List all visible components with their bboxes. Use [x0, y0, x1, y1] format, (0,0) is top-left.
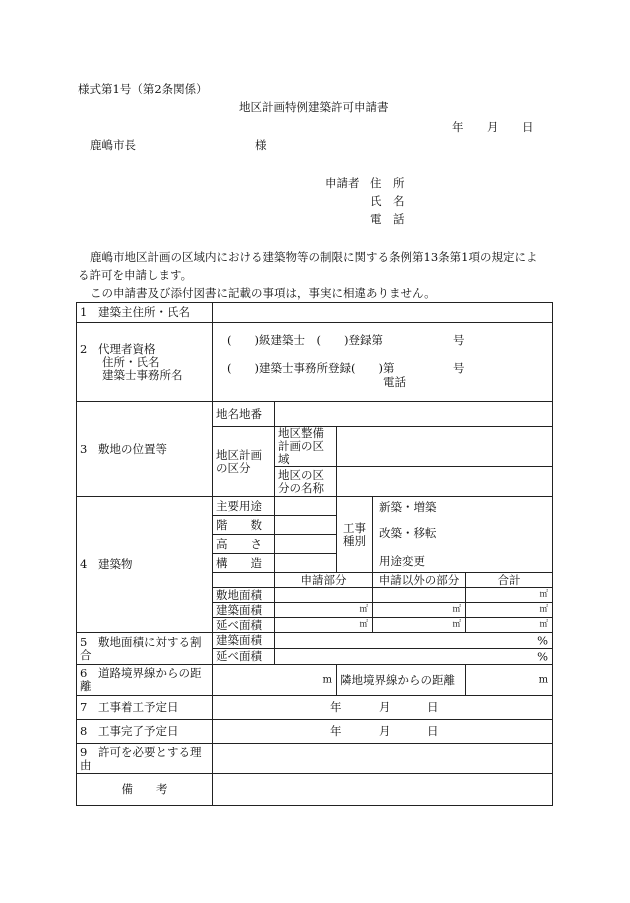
- date-year: 年: [452, 120, 464, 134]
- body-text-line2: る許可を申請します。: [78, 268, 193, 282]
- sqm-unit: ㎡: [539, 619, 549, 630]
- kubun-label: 地区計画の区分: [213, 427, 275, 497]
- row-number: 9: [80, 744, 88, 759]
- applicant-label: 申請者: [325, 176, 360, 190]
- form-number: 様式第1号（第2条関係）: [78, 82, 208, 96]
- chiban-input-cell[interactable]: [275, 402, 553, 427]
- start-year: 年: [330, 700, 342, 714]
- percent-unit: %: [537, 649, 549, 663]
- row-number: 3: [80, 441, 88, 456]
- applicant-name-label: 氏 名: [370, 194, 405, 208]
- row-label: 敷地面積に対する割合: [80, 634, 202, 662]
- shikichi-shinsei-cell[interactable]: [275, 588, 373, 603]
- office-registration-line: ( )建築士事務所登録( )第: [227, 361, 395, 375]
- start-date-cell[interactable]: [213, 696, 553, 720]
- architect-license-line: ( )級建築士 ( )登録第: [227, 333, 383, 347]
- agent-input-cell[interactable]: [213, 323, 553, 402]
- architect-license-suffix: 号: [453, 333, 465, 347]
- row-number: 6: [80, 666, 88, 680]
- row-reason: [77, 744, 553, 774]
- applicant-phone-label: 電 話: [370, 212, 405, 226]
- body-text-line1: 鹿嶋市地区計画の区域内における建築物等の制限に関する条例第13条第1項の規定によ: [90, 250, 538, 264]
- neighbor-distance-label: 隣地境界線からの距離: [337, 665, 466, 696]
- row-agent: [77, 323, 553, 402]
- kaisu-label: 階 数: [213, 516, 275, 535]
- shikichi-total-cell[interactable]: [466, 588, 553, 603]
- header-total: 合計: [466, 573, 553, 588]
- kenchiku-shinsei-cell[interactable]: [275, 603, 373, 618]
- chiban-label: 地名地番: [213, 402, 275, 427]
- header-shinsei: 申請部分: [275, 573, 373, 588]
- ratio-kenchiku-label: 建築面積: [213, 633, 275, 649]
- nobe-igai-cell[interactable]: [373, 618, 466, 633]
- row-label: 許可を必要とする理由: [80, 744, 202, 772]
- youto-label: 主要用途: [213, 497, 275, 516]
- row-site-chiban: [77, 402, 553, 427]
- owner-input-cell[interactable]: [213, 303, 553, 323]
- takasa-label: 高 さ: [213, 535, 275, 554]
- body-text-line3: この申請書及び添付図書に記載の事項は，事実に相違ありません。: [90, 286, 436, 300]
- road-distance-cell[interactable]: [213, 665, 337, 696]
- row-number: 1: [80, 305, 88, 319]
- row-remarks: [77, 774, 553, 806]
- kubun-name-label: 地区の区分の名称: [275, 467, 337, 497]
- youto-input-cell[interactable]: [275, 497, 337, 516]
- row-label: 工事着工予定日: [98, 700, 179, 714]
- shikichi-igai-cell[interactable]: [373, 588, 466, 603]
- ratio-nobe-label: 延べ面積: [213, 649, 275, 665]
- end-date-cell[interactable]: [213, 720, 553, 744]
- row-label: 建築主住所・氏名: [98, 305, 190, 319]
- end-year: 年: [330, 724, 342, 738]
- kenchiku-total-cell[interactable]: [466, 603, 553, 618]
- date-month: 月: [487, 120, 499, 134]
- addressee-name: 鹿嶋市長: [90, 138, 136, 152]
- sqm-unit: ㎡: [539, 604, 549, 615]
- end-day: 日: [427, 724, 439, 738]
- row-start-date: [77, 696, 553, 720]
- row-label: 道路境界線からの距離: [80, 666, 202, 693]
- koji-kaichiku-option[interactable]: 改築・移転: [379, 526, 437, 540]
- kenchiku-igai-cell[interactable]: [373, 603, 466, 618]
- takasa-input-cell[interactable]: [275, 535, 337, 554]
- start-day: 日: [427, 700, 439, 714]
- row-label: 代理者資格: [98, 341, 156, 356]
- row-building-youto: [77, 497, 553, 516]
- kouzou-input-cell[interactable]: [275, 554, 337, 573]
- row-sublabel: 住所・氏名: [102, 354, 160, 369]
- percent-unit: %: [537, 633, 549, 647]
- applicant-address-label: 住 所: [370, 176, 405, 190]
- row-ratio-kenchiku: [77, 633, 553, 649]
- row-number: 5: [80, 634, 88, 649]
- koji-label: 工事種別: [343, 520, 366, 548]
- addressee-honorific: 様: [255, 138, 267, 152]
- nobe-label: 延べ面積: [213, 618, 275, 633]
- row-sublabel: 建築士事務所名: [102, 367, 183, 382]
- remarks-label: 備 考: [77, 774, 213, 806]
- row-number: 4: [80, 557, 88, 571]
- meter-unit: m: [538, 674, 549, 686]
- office-registration-suffix: 号: [453, 361, 465, 375]
- row-end-date: [77, 720, 553, 744]
- header-igai: 申請以外の部分: [373, 573, 466, 588]
- row-number: 8: [80, 724, 88, 738]
- start-month: 月: [379, 700, 391, 714]
- page-title: 地区計画特例建築許可申請書: [239, 100, 389, 114]
- ratio-kenchiku-cell[interactable]: [275, 633, 553, 649]
- meter-unit: m: [322, 674, 332, 686]
- sqm-unit: ㎡: [539, 589, 549, 600]
- kaisu-input-cell[interactable]: [275, 516, 337, 535]
- neighbor-distance-cell[interactable]: [466, 665, 553, 696]
- application-form-table: [76, 302, 553, 806]
- kouzou-label: 構 造: [213, 554, 275, 573]
- kenchiku-label: 建築面積: [213, 603, 275, 618]
- row-label: 建築物: [98, 557, 133, 571]
- row-distance: [77, 665, 553, 696]
- remarks-cell[interactable]: [213, 774, 553, 806]
- sqm-unit: ㎡: [452, 604, 461, 615]
- nobe-shinsei-cell[interactable]: [275, 618, 373, 633]
- seibi-input-cell[interactable]: [337, 427, 553, 467]
- kubun-name-input-cell[interactable]: [337, 467, 553, 497]
- sqm-unit: ㎡: [359, 619, 368, 630]
- shikichi-label: 敷地面積: [213, 588, 275, 603]
- row-label: 工事完了予定日: [98, 724, 179, 738]
- nobe-total-cell[interactable]: [466, 618, 553, 633]
- end-month: 月: [379, 724, 391, 738]
- date-day: 日: [522, 120, 534, 134]
- seibi-label: 地区整備計画の区域: [275, 427, 337, 467]
- row-label: 敷地の位置等: [98, 441, 167, 456]
- row-number: 7: [80, 700, 88, 714]
- koji-shinchiku-option[interactable]: 新築・増築: [379, 500, 437, 514]
- sqm-unit: ㎡: [452, 619, 461, 630]
- agent-phone-label: 電話: [383, 375, 406, 389]
- sqm-unit: ㎡: [359, 604, 368, 615]
- koji-youto-henko-option[interactable]: 用途変更: [379, 554, 425, 568]
- reason-cell[interactable]: [213, 744, 553, 774]
- ratio-nobe-cell[interactable]: [275, 649, 553, 665]
- row-owner: [77, 303, 553, 323]
- row-number: 2: [80, 341, 88, 356]
